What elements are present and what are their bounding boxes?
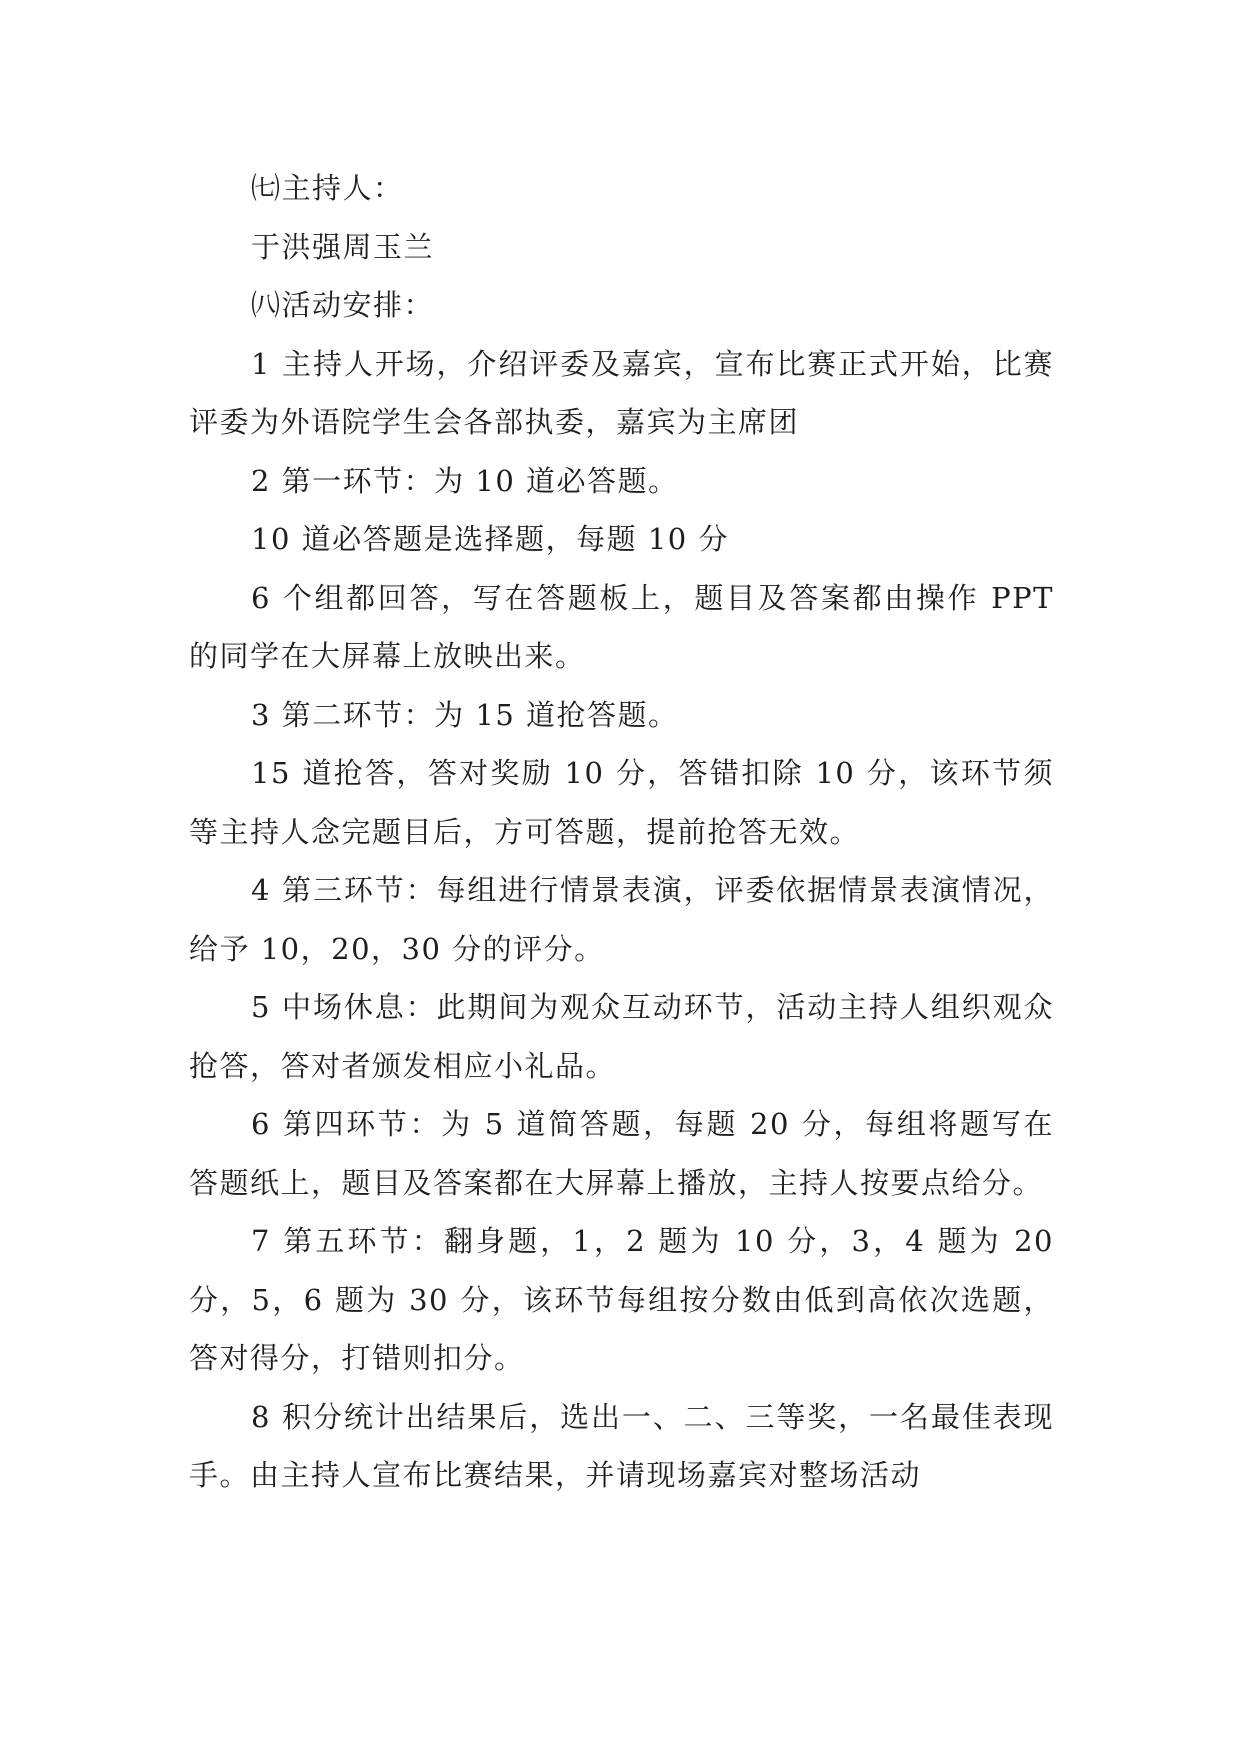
- paragraph-item-2: 2 第一环节：为 10 道必答题。: [251, 463, 679, 498]
- paragraph-item-4: 4 第三环节：每组进行情景表演，评委依据情景表演情况，给予 10，20，30 分的评分。: [189, 873, 1054, 966]
- paragraph-item-2-note: 6 个组都回答，写在答题板上，题目及答案都由操作 PPT 的同学在大屏幕上放映出来。: [189, 580, 1054, 673]
- paragraph-host-names: 于洪强周玉兰: [251, 229, 435, 264]
- paragraph-item-1: 1 主持人开场，介绍评委及嘉宾，宣布比赛正式开始，比赛评委为外语院学生会各部执委，嘉宾为主席团: [189, 346, 1054, 439]
- paragraph-item-2-detail: 10 道必答题是选择题，每题 10 分: [251, 522, 729, 556]
- document-body: [189, 159, 1054, 1505]
- paragraph-item-8: 8 积分统计出结果后，选出一、二、三等奖，一名最佳表现手。由主持人宣布比赛结果，并请现场嘉宾对整场活动: [189, 1399, 1054, 1492]
- paragraph-item-6: 6 第四环节：为 5 道简答题，每题 20 分，每组将题写在答题纸上，题目及答案都在大屏幕上播放，主持人按要点给分。: [189, 1107, 1054, 1200]
- paragraph-item-5: 5 中场休息：此期间为观众互动环节，活动主持人组织观众抢答，答对者颁发相应小礼品。: [189, 990, 1054, 1083]
- paragraph-schedule-heading: ㈧活动安排：: [251, 288, 435, 322]
- paragraph-host-heading: ㈦主持人：: [251, 171, 404, 205]
- paragraph-item-3: 3 第二环节：为 15 道抢答题。: [251, 697, 679, 732]
- paragraph-item-3-detail: 15 道抢答，答对奖励 10 分，答错扣除 10 分，该环节须等主持人念完题目后，方可答题，提前抢答无效。: [189, 756, 1054, 849]
- paragraph-item-7: 7 第五环节：翻身题，1，2 题为 10 分，3，4 题为 20 分，5，6 题为 30 分，该环节每组按分数由低到高依次选题，答对得分，打错则扣分。: [189, 1224, 1054, 1375]
